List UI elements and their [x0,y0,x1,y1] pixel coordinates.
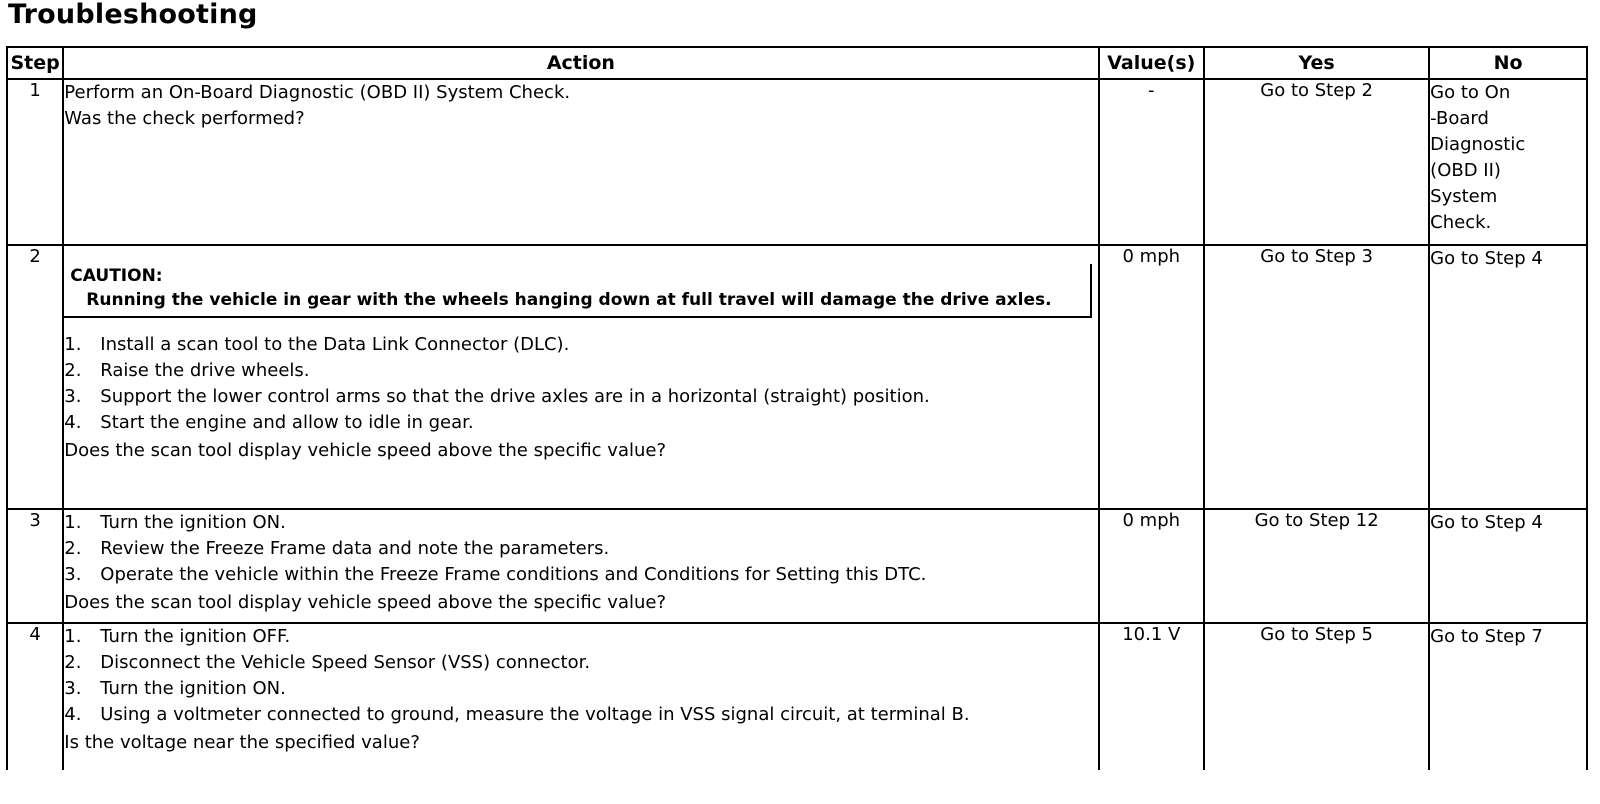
value-cell: 0 mph [1099,245,1205,509]
step-number: 3 [7,509,63,623]
procedure-list [64,332,1097,436]
action-cell [63,245,1098,509]
step-number: 4 [7,623,63,770]
step-number: 2 [7,245,63,509]
no-line: (OBD II) [1430,160,1501,181]
yes-cell: Go to Step 5 [1204,623,1429,770]
list-item: 4. Using a voltmeter connected to ground, measure the voltage in VSS signal circuit, at terminal B. [64,704,970,725]
table-row [7,509,1587,623]
procedure-list [64,624,1097,728]
no-line: Diagnostic [1430,134,1526,155]
action-text: Perform an On-Board Diagnostic (OBD II) System Check. [64,82,571,103]
no-cell: Go to Step 4 [1429,509,1587,623]
no-line: -Board [1430,108,1489,129]
yes-cell: Go to Step 2 [1204,79,1429,245]
list-item: 3. Operate the vehicle within the Freeze Frame conditions and Conditions for Setting this DTC. [64,564,927,585]
value-cell: 10.1 V [1099,623,1205,770]
list-item: 4. Start the engine and allow to idle in gear. [64,412,474,433]
page-title: Troubleshooting [8,0,258,30]
yes-cell: Go to Step 12 [1204,509,1429,623]
action-cell [63,79,1098,245]
table-header-row [7,47,1587,79]
caution-title: CAUTION: [70,266,163,286]
list-item: 2. Disconnect the Vehicle Speed Sensor (VSS) connector. [64,652,591,673]
list-item: 2. Raise the drive wheels. [64,360,310,381]
list-item: 3. Support the lower control arms so that the drive axles are in a horizontal (straight) position. [64,386,930,407]
caution-box [64,264,1091,318]
procedure-list [64,510,1097,588]
caution-text: Running the vehicle in gear with the wheels hanging down at full travel will damage the drive axles. [86,290,1052,310]
action-question: Does the scan tool display vehicle speed above the specific value? [64,592,667,613]
action-question: Does the scan tool display vehicle speed above the specific value? [64,440,667,461]
no-cell: Go to Step 4 [1429,245,1587,509]
no-cell: Go to Step 7 [1429,623,1587,770]
action-question: Was the check performed? [64,108,305,129]
action-cell [63,623,1098,770]
header-yes: Yes [1204,47,1429,79]
list-item: 1. Turn the ignition OFF. [64,626,291,647]
action-cell [63,509,1098,623]
step-number: 1 [7,79,63,245]
no-line: Go to On [1430,82,1511,103]
no-line: Check. [1430,212,1492,233]
list-item: 3. Turn the ignition ON. [64,678,286,699]
no-cell [1429,79,1587,245]
no-line: System [1430,186,1498,207]
header-no: No [1429,47,1587,79]
table-row [7,245,1587,509]
list-item: 2. Review the Freeze Frame data and note the parameters. [64,538,610,559]
header-values: Value(s) [1099,47,1205,79]
table-row [7,79,1587,245]
header-step: Step [7,47,63,79]
list-item: 1. Install a scan tool to the Data Link Connector (DLC). [64,334,570,355]
header-action: Action [63,47,1098,79]
action-question: Is the voltage near the specified value? [64,732,420,753]
list-item: 1. Turn the ignition ON. [64,512,286,533]
troubleshooting-table [6,46,1588,770]
value-cell: 0 mph [1099,509,1205,623]
value-cell: - [1099,79,1205,245]
yes-cell: Go to Step 3 [1204,245,1429,509]
table-row [7,623,1587,770]
